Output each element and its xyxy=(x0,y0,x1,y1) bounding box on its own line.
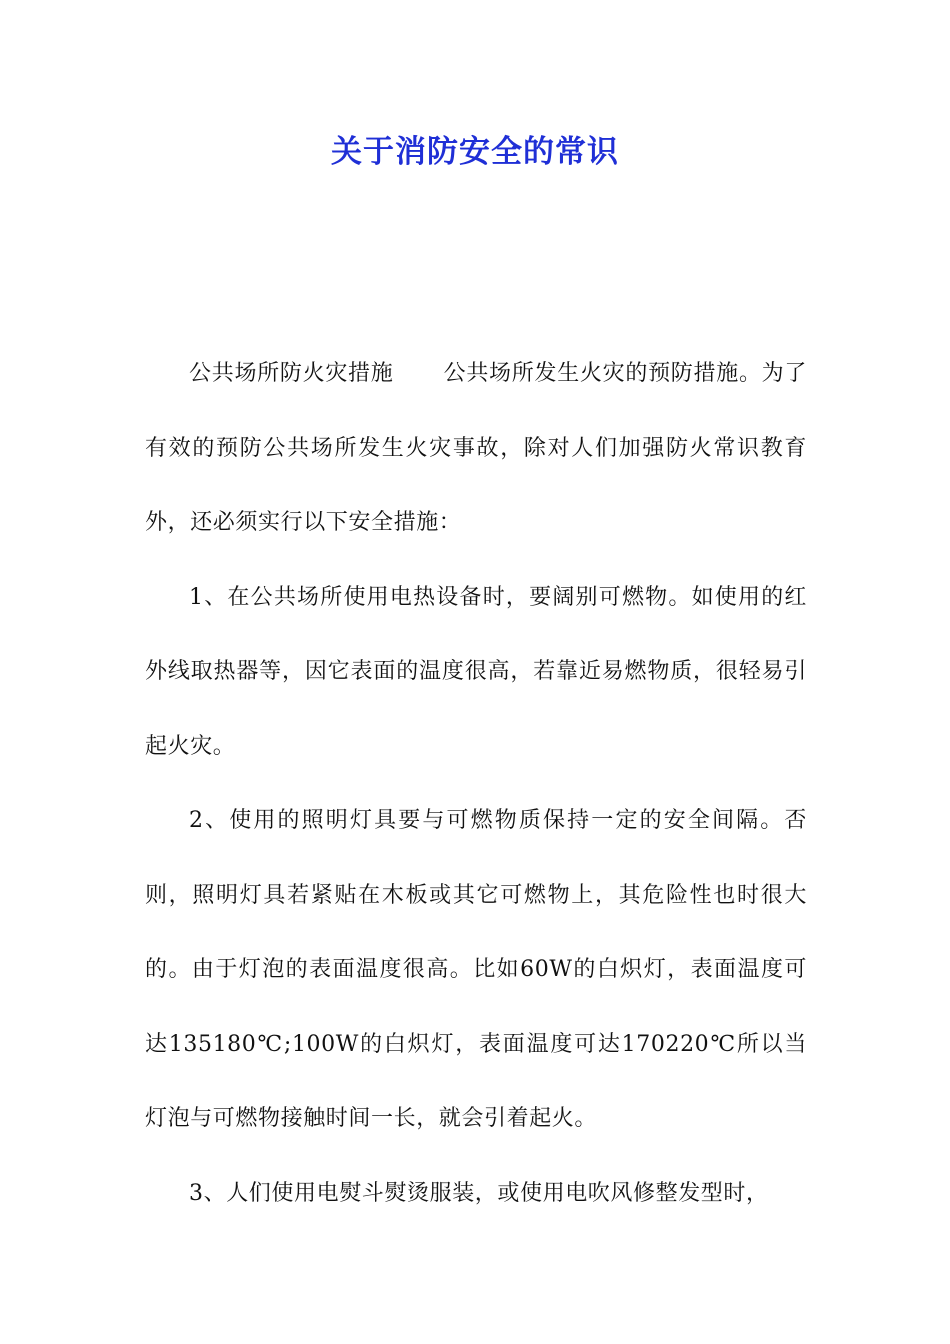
paragraph-1: 1、在公共场所使用电热设备时，要阔别可燃物。如使用的红外线取热器等，因它表面的温度很高，若靠近易燃物质，很轻易引起火灾。 xyxy=(145,584,807,759)
page-title: 关于消防安全的常识 xyxy=(331,134,619,170)
intro-paragraph xyxy=(145,337,807,561)
intro-text: 公共场所发生火灾的预防措施。为了有效的预防公共场所发生火灾事故，除对人们加强防火常识教育外，还必须实行以下安全措施： xyxy=(145,361,807,535)
document-body xyxy=(145,337,807,1231)
paragraph-3: 3、人们使用电熨斗熨烫服装，或使用电吹风修整发型时， xyxy=(189,1180,769,1206)
paragraph-2: 2、使用的照明灯具要与可燃物质保持一定的安全间隔。否则，照明灯具若紧贴在木板或其它可燃物上，其危险性也时很大的。由于灯泡的表面温度很高。比如60W的白炽灯，表面温度可达135180℃;100W的白炽灯，表面温度可达170220℃所以当灯泡与可燃物接触时间一长，就会引着起火。 xyxy=(145,808,807,1131)
section-heading: 公共场所防火灾措施 xyxy=(189,361,394,386)
